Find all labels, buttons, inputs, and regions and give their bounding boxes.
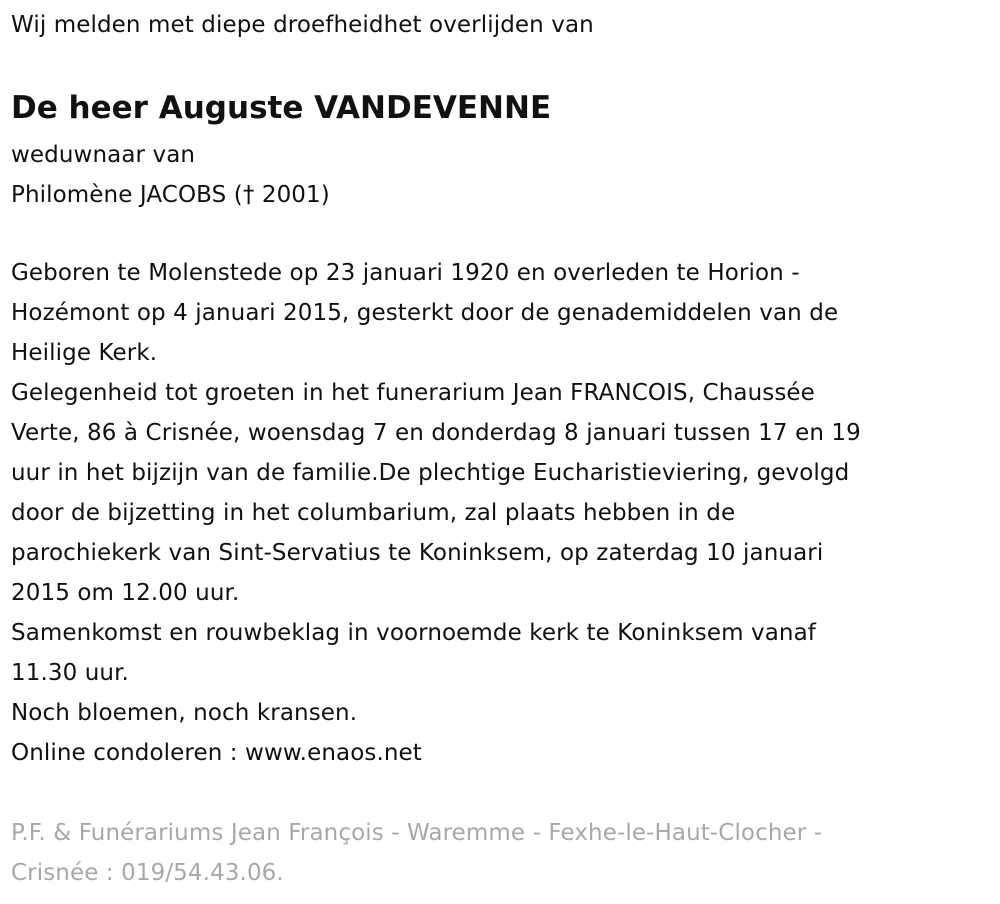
body-line: Gelegenheid tot groeten in het funerarium Jean FRANCOIS, Chaussée [11, 380, 815, 406]
obituary-body [11, 253, 861, 773]
condolence-link-line: Online condoleren : www.enaos.net [11, 740, 422, 766]
body-line: uur in het bijzijn van de familie.De plechtige Eucharistieviering, gevolgd [11, 460, 850, 486]
body-line: Geboren te Molenstede op 23 januari 1920 en overleden te Horion - [11, 260, 800, 286]
deceased-name: De heer Auguste VANDEVENNE [11, 90, 552, 126]
body-line: Heilige Kerk. [11, 340, 158, 366]
footer-line: Crisnée : 019/54.43.06. [11, 860, 284, 886]
body-line: 11.30 uur. [11, 660, 129, 686]
body-line: Hozémont op 4 januari 2015, gesterkt door de genademiddelen van de [11, 300, 839, 326]
spouse-line: weduwnaar van [11, 142, 196, 168]
body-line: parochiekerk van Sint-Servatius te Koninksem, op zaterdag 10 januari [11, 540, 824, 566]
intro-text: Wij melden met diepe droefheidhet overlijden van [11, 12, 594, 38]
body-line: 2015 om 12.00 uur. [11, 580, 240, 606]
body-line: Verte, 86 à Crisnée, woensdag 7 en donderdag 8 januari tussen 17 en 19 [11, 420, 861, 446]
body-line: Noch bloemen, noch kransen. [11, 700, 358, 726]
funeral-home-footer [11, 813, 822, 893]
footer-line: P.F. & Funérariums Jean François - Waremme - Fexhe-le-Haut-Clocher - [11, 820, 823, 846]
spouse-line: Philomène JACOBS († 2001) [11, 182, 330, 208]
body-line: Samenkomst en rouwbeklag in voornoemde kerk te Koninksem vanaf [11, 620, 816, 646]
spouse-info [11, 135, 330, 215]
body-line: door de bijzetting in het columbarium, zal plaats hebben in de [11, 500, 736, 526]
